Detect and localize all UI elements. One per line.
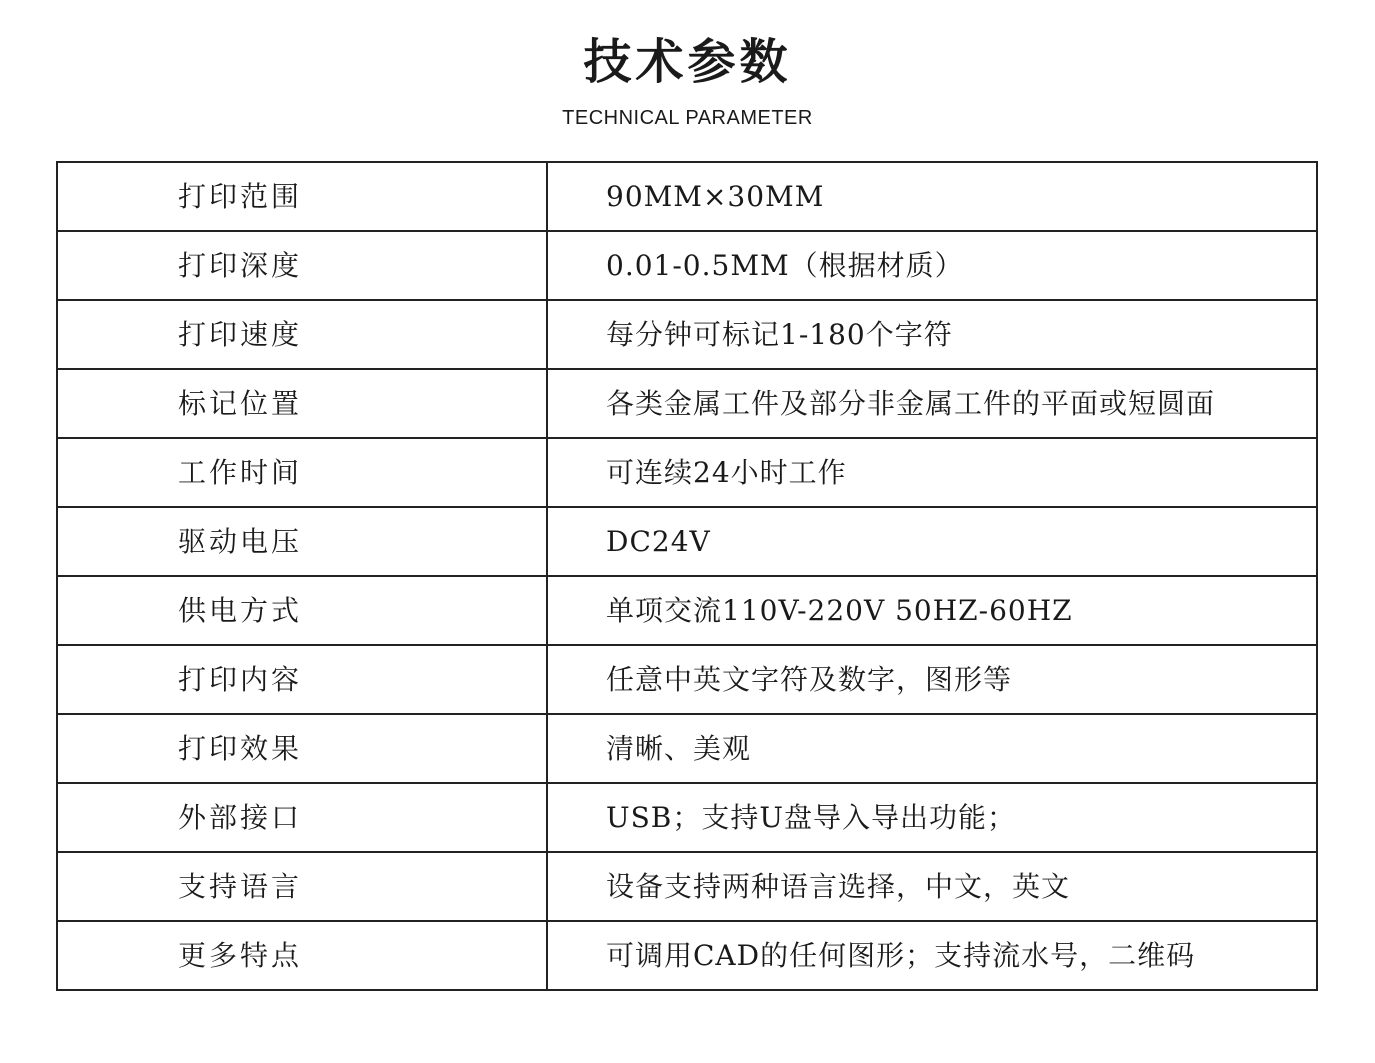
table-row [57,300,1317,369]
param-value: 0.01-0.5MM（根据材质） [547,231,1317,300]
table-row [57,783,1317,852]
param-value: 设备支持两种语言选择，中文，英文 [547,852,1317,921]
page-subtitle: TECHNICAL PARAMETER [562,107,813,129]
param-label: 打印深度 [57,231,547,300]
table-row [57,645,1317,714]
table-row [57,921,1317,990]
param-label: 标记位置 [57,369,547,438]
param-value: USB；支持U盘导入导出功能； [547,783,1317,852]
param-value: 单项交流110V-220V 50HZ-60HZ [547,576,1317,645]
table-row [57,162,1317,231]
param-value: 可调用CAD的任何图形；支持流水号，二维码 [547,921,1317,990]
table-row [57,231,1317,300]
param-label: 打印效果 [57,714,547,783]
param-value: 每分钟可标记1-180个字符 [547,300,1317,369]
param-label: 外部接口 [57,783,547,852]
param-label: 更多特点 [57,921,547,990]
param-label: 驱动电压 [57,507,547,576]
param-label: 打印范围 [57,162,547,231]
param-value: 任意中英文字符及数字，图形等 [547,645,1317,714]
table-row [57,576,1317,645]
param-value: 可连续24小时工作 [547,438,1317,507]
table-row [57,438,1317,507]
param-value: 清晰、美观 [547,714,1317,783]
param-label: 工作时间 [57,438,547,507]
spec-table [56,161,1318,991]
param-value: 各类金属工件及部分非金属工件的平面或短圆面 [547,369,1317,438]
param-label: 支持语言 [57,852,547,921]
page-title: 技术参数 [583,34,792,90]
table-row [57,507,1317,576]
param-label: 打印内容 [57,645,547,714]
param-label: 打印速度 [57,300,547,369]
table-row [57,369,1317,438]
table-row [57,852,1317,921]
table-row [57,714,1317,783]
param-value: DC24V [547,507,1317,576]
param-value: 90MM×30MM [547,162,1317,231]
param-label: 供电方式 [57,576,547,645]
